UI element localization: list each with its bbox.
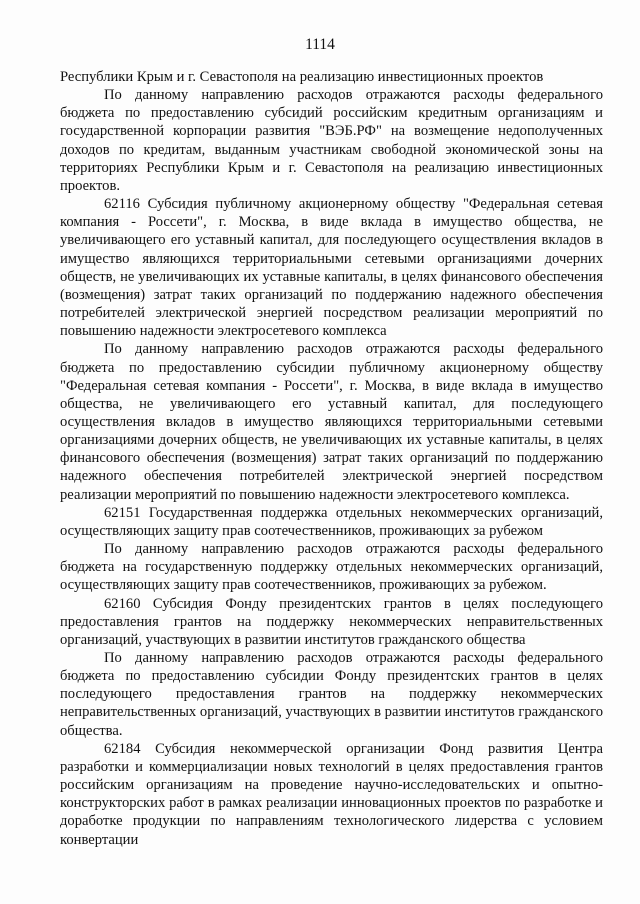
paragraph-code-62116: 62116 Субсидия публичному акционерному обществу "Федеральная сетевая компания - Россети", г. Москва, в виде вклада в имущество общества, не увеличивающего его уставный капитал, для последующего осуществления вкладов в имущество являющихся территориальными сетевыми организациями дочерних обществ, не увеличивающих их уставные капиталы, в целях финансового обеспечения (возмещения) затрат таких организаций по поддержанию надежного обеспечения потребителей электрической энергией посредством реализации мероприятий по повышению надежности электросетевого комплекса (60, 196, 603, 340)
document-body (60, 68, 603, 849)
page-number: 1114 (305, 36, 335, 53)
paragraph: По данному направлению расходов отражаются расходы федерального бюджета по предоставлению субсидии публичному акционерному обществу "Федеральная сетевая компания - Россети", г. Москва, в виде вклада в имущество общества, не увеличивающего его уставный капитал, для последующего осуществления вкладов в имущество являющихся территориальными сетевыми организациями дочерних обществ, не увеличивающих их уставные капиталы, в целях финансового обеспечения (возмещения) затрат таких организаций по поддержанию надежного обеспечения потребителей электрической энергией посредством реализации мероприятий по повышению надежности электросетевого комплекса. (60, 341, 603, 503)
paragraph-code-62151: 62151 Государственная поддержка отдельных некоммерческих организаций, осуществляющих защиту прав соотечественников, проживающих за рубежом (60, 504, 603, 539)
paragraph: По данному направлению расходов отражаются расходы федерального бюджета по предоставлению субсидии Фонду президентских грантов в целях последующего предоставления грантов на поддержку некоммерческих неправительственных организаций, участвующих в развитии институтов гражданского общества. (60, 650, 603, 739)
paragraph-code-62160: 62160 Субсидия Фонду президентских грантов в целях последующего предоставления грантов на поддержку некоммерческих неправительственных организаций, участвующих в развитии институтов гражданского общества (60, 595, 603, 648)
paragraph-code-62184: 62184 Субсидия некоммерческой организации Фонд развития Центра разработки и коммерциализации новых технологий в целях предоставления грантов российским организациям на проведение научно-исследовательских и опытно-конструкторских работ в рамках реализации инновационных проектов по разработке и доработке продукции по направлениям технологического лидерства с условием конвертации (60, 740, 603, 848)
paragraph: По данному направлению расходов отражаются расходы федерального бюджета на государственную поддержку отдельных некоммерческих организаций, осуществляющих защиту прав соотечественников, проживающих за рубежом. (60, 541, 603, 594)
paragraph-continuation: Республики Крым и г. Севастополя на реализацию инвестиционных проектов (60, 69, 544, 85)
paragraph: По данному направлению расходов отражаются расходы федерального бюджета по предоставлению субсидий российским кредитным организациям и государственной корпорации развития "ВЭБ.РФ" на возмещение недополученных доходов по кредитам, выданным участникам свободной экономической зоны на территориях Республики Крым и г. Севастополя на реализацию инвестиционных проектов. (60, 87, 603, 194)
